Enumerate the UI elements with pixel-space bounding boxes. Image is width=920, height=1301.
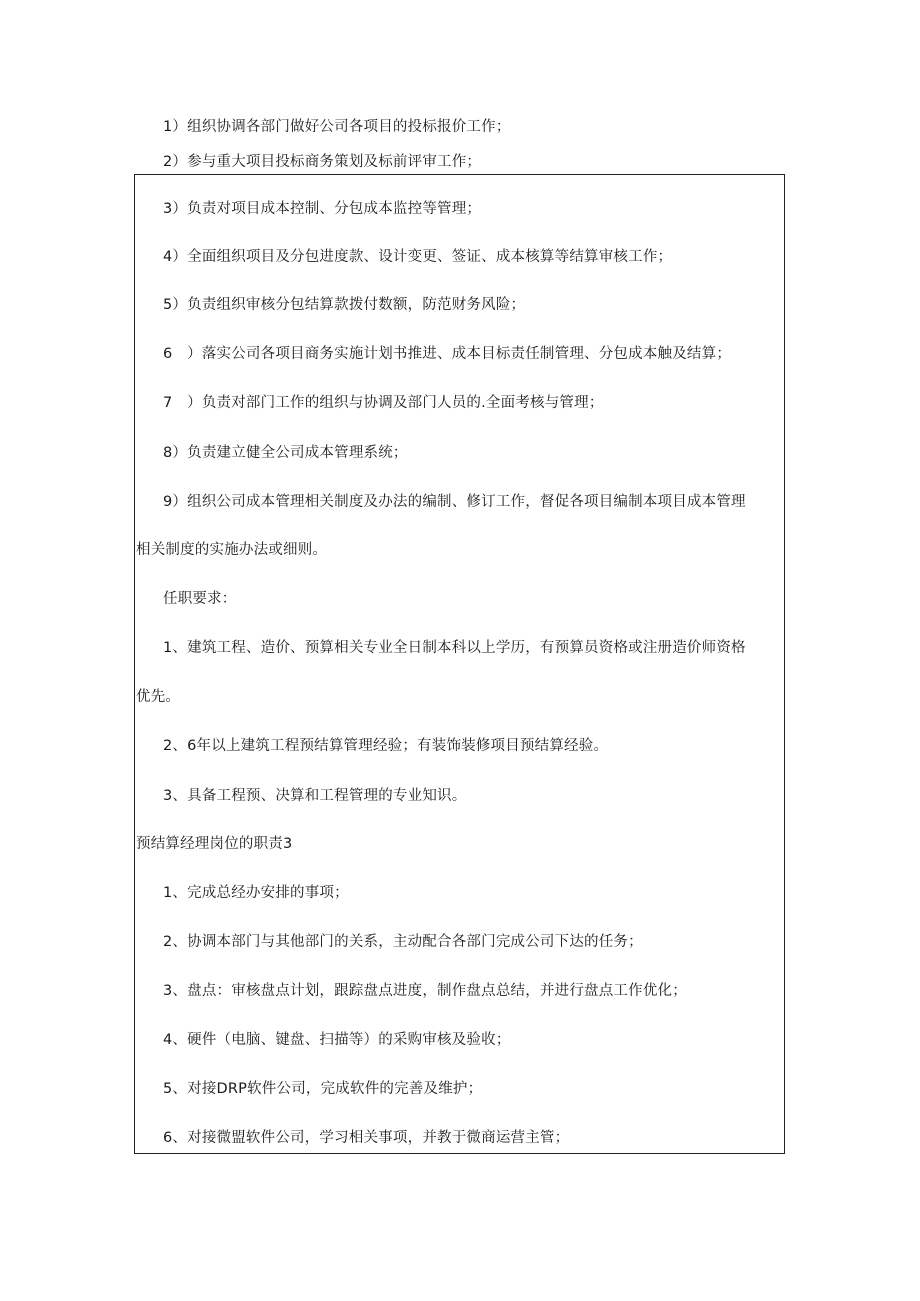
- duty-item-7: 7 ）负责对部门工作的组织与协调及部门人员的.全面考核与管理；: [163, 395, 604, 411]
- section-3-item-5: 5、对接DRP软件公司，完成软件的完善及维护；: [163, 1081, 483, 1097]
- requirement-1-line-2: 优先。: [136, 689, 181, 705]
- duty-item-3: 3）负责对项目成本控制、分包成本监控等管理；: [163, 201, 482, 217]
- duty-item-9-line-1: 9）组织公司成本管理相关制度及办法的编制、修订工作，督促各项目编制本项目成本管理: [163, 494, 746, 510]
- requirements-heading: 任职要求：: [163, 591, 237, 607]
- duty-item-2: 2）参与重大项目投标商务策划及标前评审工作；: [163, 154, 482, 170]
- requirement-2: 2、6年以上建筑工程预结算管理经验；有装饰装修项目预结算经验。: [163, 738, 609, 754]
- section-3-item-1: 1、完成总经办安排的事项；: [163, 885, 349, 901]
- section-3-item-2: 2、协调本部门与其他部门的关系，主动配合各部门完成公司下达的任务；: [163, 934, 643, 950]
- duty-item-5: 5）负责组织审核分包结算款拨付数额，防范财务风险；: [163, 297, 526, 313]
- section-3-item-3: 3、盘点：审核盘点计划，跟踪盘点进度，制作盘点总结，并进行盘点工作优化；: [163, 983, 687, 999]
- duty-item-4: 4）全面组织项目及分包进度款、设计变更、签证、成本核算等结算审核工作；: [163, 249, 673, 265]
- duty-item-9-line-2: 相关制度的实施办法或细则。: [136, 542, 328, 558]
- duty-item-1: 1）组织协调各部门做好公司各项目的投标报价工作；: [163, 119, 511, 135]
- duty-item-6: 6 ）落实公司各项目商务实施计划书推进、成本目标责任制管理、分包成本触及结算；: [163, 346, 732, 362]
- section-3-title: 预结算经理岗位的职责3: [136, 836, 293, 852]
- requirement-1-line-1: 1、建筑工程、造价、预算相关专业全日制本科以上学历，有预算员资格或注册造价师资格: [163, 640, 746, 656]
- duty-item-8: 8）负责建立健全公司成本管理系统；: [163, 445, 408, 461]
- requirement-3: 3、具备工程预、决算和工程管理的专业知识。: [163, 788, 467, 804]
- section-3-item-4: 4、硬件（电脑、键盘、扫描等）的采购审核及验收；: [163, 1032, 511, 1048]
- content-border-box: [134, 174, 785, 1154]
- section-3-item-6: 6、对接微盟软件公司，学习相关事项，并教于微商运营主管；: [163, 1130, 570, 1146]
